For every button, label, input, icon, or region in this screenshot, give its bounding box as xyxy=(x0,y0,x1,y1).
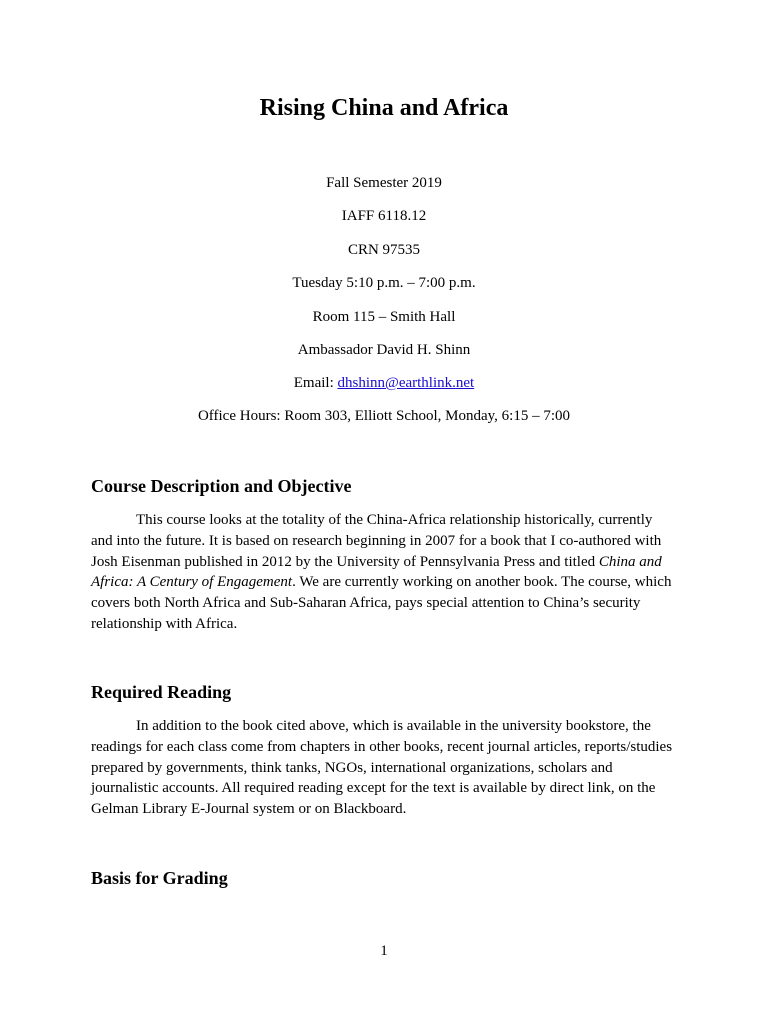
course-description-text-2: . We are currently working on another book. The course, which covers both North Africa and Sub-Saharan Africa, pays special attention to China’s security relationship with Africa. xyxy=(91,574,672,632)
email-line xyxy=(0,373,768,393)
required-reading-paragraph: In addition to the book cited above, which is available in the university bookstore, the readings for each class come from chapters in other books, recent journal articles, reports/studies prepared by governments, think tanks, NGOs, international organizations, scholars and journalistic accounts. All required reading except for the text is available by direct link, on the Gelman Library E-Journal system or on Blackboard. xyxy=(91,718,673,818)
section-heading-required-reading: Required Reading xyxy=(91,682,232,702)
email-link[interactable]: dhshinn@earthlink.net xyxy=(337,375,475,391)
page-title: Rising China and Africa xyxy=(259,95,509,121)
email-label: Email: xyxy=(293,375,338,391)
page-number: 1 xyxy=(380,943,388,959)
semester-line: Fall Semester 2019 xyxy=(326,175,442,191)
section-heading-grading: Basis for Grading xyxy=(91,868,228,888)
book-title: China and Africa: A Century of Engagement xyxy=(91,553,662,591)
course-code-line: IAFF 6118.12 xyxy=(341,208,427,224)
crn-line: CRN 97535 xyxy=(347,242,421,258)
room-line: Room 115 – Smith Hall xyxy=(312,309,456,325)
course-description-text-1: This course looks at the totality of the China-Africa relationship historically, currently and into the future. It is based on research beginning in 2007 for a book that I co-authored with Josh Eisenman published in 2012 by the University of Pennsylvania Press and titled xyxy=(91,512,662,570)
course-description-paragraph xyxy=(91,510,677,635)
instructor-line: Ambassador David H. Shinn xyxy=(297,342,471,358)
office-hours-line: Office Hours: Room 303, Elliott School, Monday, 6:15 – 7:00 xyxy=(197,408,571,424)
section-heading-course-description: Course Description and Objective xyxy=(91,476,352,496)
schedule-line: Tuesday 5:10 p.m. – 7:00 p.m. xyxy=(292,275,476,291)
